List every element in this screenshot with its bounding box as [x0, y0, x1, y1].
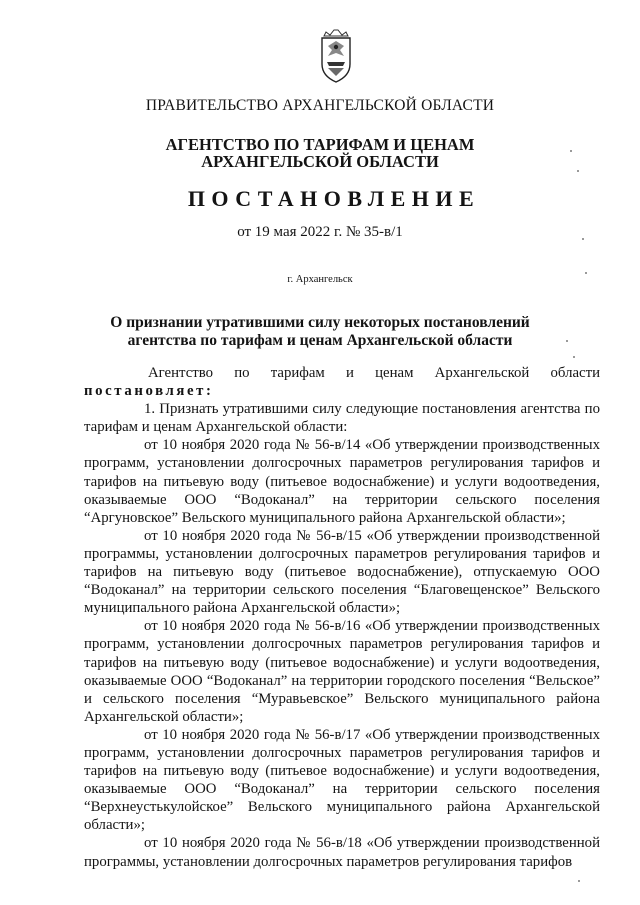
date-and-number: от 19 мая 2022 г. № 35-в/1 — [237, 224, 403, 240]
point-1: 1. Признать утратившими силу следующие постановления агентства по тарифам и ценам Архангельской области: — [84, 401, 600, 436]
list-item: от 10 ноября 2020 года № 56-в/15 «Об утверждении производственной программы, установлении долгосрочных параметров регулирования тарифов и тарифов на питьевую воду (питьевое водоснабжение), отпускаемую ООО “Водоканал” на территории сельского поселения “Благовещенское” Вельского муниципального района Архангельской области»; — [84, 527, 600, 617]
scan-speck — [577, 170, 579, 172]
intro-paragraph: Агентство по тарифам и ценам Архангельской области — [148, 365, 600, 381]
document-type-title: ПОСТАНОВЛЕНИЕ — [187, 186, 481, 211]
coat-of-arms-icon — [318, 28, 354, 84]
scan-speck — [570, 150, 572, 152]
list-item: от 10 ноября 2020 года № 56-в/17 «Об утверждении производственных программ, установлении долгосрочных параметров регулирования тарифов и тарифов на питьевую воду (питьевое водоснабжение) и услуги водоотведения, оказываемые ООО “Водоканал” на территории сельского поселения “Верхнеустькулойское” Вельского муниципального района Архангельской области»; — [84, 726, 600, 834]
decree-word-text: постановляет: — [84, 383, 214, 400]
scan-speck — [573, 356, 575, 358]
scan-speck — [585, 272, 587, 274]
city-label: г. Архангельск — [287, 274, 353, 285]
agency-name-line1: АГЕНТСТВО ПО ТАРИФАМ И ЦЕНАМ — [165, 135, 475, 154]
document-subject — [60, 314, 580, 350]
document-body — [84, 364, 600, 871]
scan-speck — [578, 880, 580, 882]
agency-name — [60, 136, 580, 170]
scan-speck — [566, 340, 568, 342]
decree-word — [84, 382, 600, 400]
list-item: от 10 ноября 2020 года № 56-в/14 «Об утверждении производственных программ, установлении долгосрочных параметров регулирования тарифов и тарифов на питьевую воду (питьевое водоснабжение) и услуги водоотведения, оказываемые ООО “Водоканал” на территории сельского поселения “Аргуновское” Вельского муниципального района Архангельской области»; — [84, 437, 600, 526]
list-item: от 10 ноября 2020 года № 56-в/16 «Об утверждении производственных программ, установлении долгосрочных параметров регулирования тарифов и тарифов на питьевую воду (питьевое водоснабжение) и услуги водоотведения, оказываемые ООО “Водоканал” на территории городского поселения “Вельское” и сельского поселения “Муравьевское” Вельского муниципального района Архангельской области»; — [84, 618, 600, 725]
subject-line2: агентства по тарифам и ценам Архангельской области — [127, 332, 513, 349]
agency-name-line2: АРХАНГЕЛЬСКОЙ ОБЛАСТИ — [201, 152, 439, 171]
government-name: ПРАВИТЕЛЬСТВО АРХАНГЕЛЬСКОЙ ОБЛАСТИ — [145, 97, 495, 114]
scan-speck — [582, 238, 584, 240]
subject-line1: О признании утратившими силу некоторых постановлений — [110, 314, 530, 331]
list-item: от 10 ноября 2020 года № 56-в/18 «Об утверждении производственной программы, установлении долгосрочных параметров регулирования тарифов — [84, 835, 600, 870]
